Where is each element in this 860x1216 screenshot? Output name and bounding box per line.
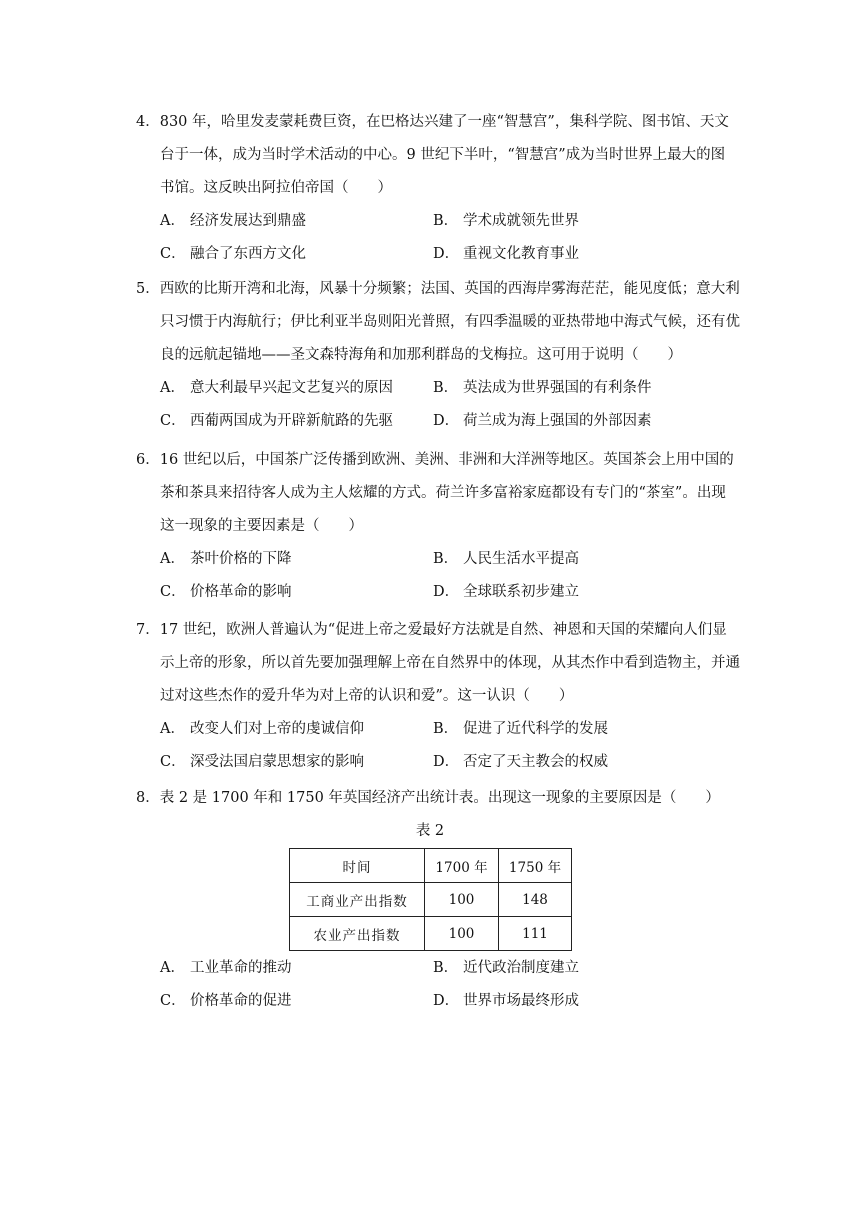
option-d[interactable] [433, 576, 579, 609]
option-text: 茶叶价格的下降 [190, 551, 292, 567]
options-row [160, 372, 737, 405]
option-letter: A． [160, 551, 185, 567]
option-letter: D． [433, 413, 460, 429]
economic-output-table [289, 848, 572, 951]
option-c[interactable] [160, 405, 393, 438]
question-stem-line: 书馆。这反映出阿拉伯帝国（ ） [160, 180, 392, 196]
question-stem-line: 良的远航起锚地——圣文森特海角和加那利群岛的戈梅拉。这可用于说明（ ） [160, 347, 682, 363]
option-d[interactable] [433, 746, 608, 779]
table-header-row [290, 849, 572, 883]
question-5 [136, 273, 740, 438]
option-letter: D． [433, 584, 460, 600]
question-8-options [137, 952, 737, 1018]
option-text: 近代政治制度建立 [463, 960, 579, 976]
option-d[interactable] [433, 405, 652, 438]
option-text: 全球联系初步建立 [463, 584, 579, 600]
question-stem-line: 5．西欧的比斯开湾和北海，风暴十分频繁；法国、英国的西海岸雾海茫茫，能见度低；意大利 [136, 281, 740, 297]
options-row [160, 952, 737, 985]
table-caption: 表 2 [415, 823, 445, 839]
option-d[interactable] [433, 238, 579, 271]
option-text: 世界市场最终形成 [463, 993, 579, 1009]
question-stem-line: 这一现象的主要因素是（ ） [160, 518, 363, 534]
option-text: 深受法国启蒙思想家的影响 [190, 754, 364, 770]
options-row [160, 576, 737, 609]
question-stem-line: 8．表 2 是 1700 年和 1750 年英国经济产出统计表。出现这一现象的主要原因是（ ） [136, 790, 720, 806]
option-letter: B． [433, 213, 459, 229]
table-row [290, 917, 572, 951]
options-row [160, 746, 737, 779]
option-letter: A． [160, 721, 185, 737]
option-letter: C． [160, 413, 186, 429]
question-stem-line: 茶和茶具来招待客人成为主人炫耀的方式。荷兰许多富裕家庭都设有专门的“茶室”。出现 [160, 485, 726, 501]
option-c[interactable] [160, 238, 306, 271]
option-text: 改变人们对上帝的虔诚信仰 [190, 721, 364, 737]
option-text: 学术成就领先世界 [463, 213, 579, 229]
table-header-cell: 1750 年 [499, 849, 572, 883]
option-text: 荷兰成为海上强国的外部因素 [463, 413, 652, 429]
question-stem-line: 7．17 世纪，欧洲人普遍认为“促进上帝之爱最好方法就是自然、神恩和天国的荣耀向人们显 [136, 622, 727, 638]
options-row [160, 205, 737, 238]
option-text: 英法成为世界强国的有利条件 [463, 380, 652, 396]
option-letter: B． [433, 960, 459, 976]
options-row [160, 543, 737, 576]
option-letter: A． [160, 213, 185, 229]
option-letter: D． [433, 993, 460, 1009]
question-stem-line: 只习惯于内海航行；伊比利亚半岛则阳光普照，有四季温暖的亚热带地中海式气候，还有优 [160, 314, 740, 330]
option-d[interactable] [433, 985, 579, 1018]
options-row [160, 405, 737, 438]
options-row [160, 985, 737, 1018]
question-stem-line: 台于一体，成为当时学术活动的中心。9 世纪下半叶，“智慧宫”成为当时世界上最大的图 [160, 147, 726, 163]
table-cell: 111 [499, 917, 572, 951]
option-c[interactable] [160, 985, 292, 1018]
question-stem-line: 4．830 年，哈里发麦蒙耗费巨资，在巴格达兴建了一座“智慧宫”，集科学院、图书馆、天文 [136, 114, 729, 130]
option-text: 融合了东西方文化 [190, 246, 306, 262]
table-header-cell: 时间 [290, 849, 425, 883]
option-letter: C． [160, 754, 186, 770]
option-text: 经济发展达到鼎盛 [190, 213, 306, 229]
table-cell: 148 [499, 883, 572, 917]
option-text: 人民生活水平提高 [463, 551, 579, 567]
options-row [160, 713, 737, 746]
option-b[interactable] [433, 713, 608, 746]
question-7 [136, 614, 740, 779]
question-stem-line: 示上帝的形象，所以首先要加强理解上帝在自然界中的体现，从其杰作中看到造物主，并通 [160, 655, 740, 671]
option-letter: B． [433, 721, 459, 737]
option-b[interactable] [433, 372, 652, 405]
option-letter: A． [160, 380, 185, 396]
option-c[interactable] [160, 576, 292, 609]
option-text: 否定了天主教会的权威 [463, 754, 608, 770]
option-b[interactable] [433, 952, 579, 985]
option-b[interactable] [433, 205, 579, 238]
option-text: 西葡两国成为开辟新航路的先驱 [190, 413, 393, 429]
option-letter: D． [433, 754, 460, 770]
table-row [290, 883, 572, 917]
table-cell: 农业产出指数 [290, 917, 425, 951]
table-cell: 100 [425, 883, 499, 917]
option-letter: C． [160, 584, 186, 600]
question-stem-line: 6．16 世纪以后，中国茶广泛传播到欧洲、美洲、非洲和大洋洲等地区。英国茶会上用中国的 [136, 452, 734, 468]
question-4 [137, 106, 737, 271]
table-cell: 100 [425, 917, 499, 951]
options-row [160, 238, 737, 271]
option-text: 价格革命的影响 [190, 584, 292, 600]
option-letter: C． [160, 993, 186, 1009]
option-a[interactable] [160, 205, 306, 238]
question-8 [137, 782, 737, 815]
option-text: 意大利最早兴起文艺复兴的原因 [190, 380, 393, 396]
question-stem-line: 过对这些杰作的爱升华为对上帝的认识和爱”。这一认识（ ） [160, 688, 574, 704]
table-cell: 工商业产出指数 [290, 883, 425, 917]
option-text: 价格革命的促进 [190, 993, 292, 1009]
option-a[interactable] [160, 543, 292, 576]
option-letter: C． [160, 246, 186, 262]
option-c[interactable] [160, 746, 364, 779]
question-6 [137, 444, 737, 609]
option-text: 重视文化教育事业 [463, 246, 579, 262]
option-letter: D． [433, 246, 460, 262]
option-text: 促进了近代科学的发展 [463, 721, 608, 737]
option-letter: B． [433, 551, 459, 567]
option-a[interactable] [160, 952, 292, 985]
option-letter: B． [433, 380, 459, 396]
option-b[interactable] [433, 543, 579, 576]
table-header-cell: 1700 年 [425, 849, 499, 883]
option-a[interactable] [160, 372, 393, 405]
option-text: 工业革命的推动 [190, 960, 292, 976]
option-a[interactable] [160, 713, 364, 746]
option-letter: A． [160, 960, 185, 976]
